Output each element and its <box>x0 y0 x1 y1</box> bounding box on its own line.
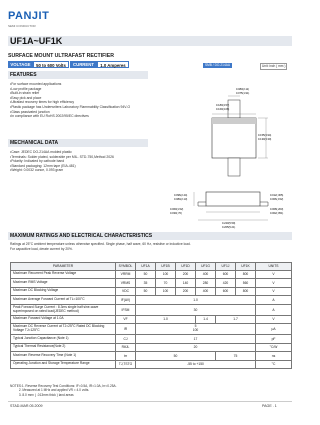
logo-subtext: SEMI CONDUCTOR <box>8 24 36 28</box>
table-header-row <box>11 263 292 271</box>
feature-item: • Low profile package <box>10 87 144 92</box>
logo-text: PANJIT <box>8 10 50 22</box>
mechanical-item: • Polarity: Indicated by cathode band <box>10 159 144 164</box>
table-row <box>11 352 292 361</box>
unit-cell: ns <box>256 352 292 361</box>
param-cell: Typical Thermal Resistance(Note 2) <box>11 343 116 352</box>
param-cell: Peak Forward Surge Current : 8.3ms single half sine-wave superimposed on rated load(JEDEC method) <box>11 304 116 315</box>
mechanical-item: • Case: JEDEC DO-214AA molded plastic <box>10 150 144 155</box>
cathode-band <box>212 118 256 124</box>
page-number: PAGE . 1 <box>262 404 277 408</box>
voltage-tag-value: 50 to 600 Volts <box>33 61 69 68</box>
value-cell: 50 <box>136 270 156 279</box>
dim-label: 0.030(.76) <box>170 212 182 215</box>
document-revision: STAD-MAR.05.2009 <box>10 404 43 408</box>
symbol-cell: RθJL <box>116 343 136 352</box>
dim-label: 0.084(2.13) <box>174 198 188 201</box>
symbol-cell: IR <box>116 324 136 335</box>
value-cell: 100 <box>156 287 176 296</box>
company-logo <box>8 6 48 26</box>
table-header: UF1A <box>136 263 156 271</box>
value-cell: 280 <box>196 279 216 288</box>
symbol-cell: VDC <box>116 287 136 296</box>
feature-item: • Easy pick and place <box>10 96 144 101</box>
ratings-heading: MAXIMUM RATINGS AND ELECTRICAL CHARACTERISTICS <box>8 232 292 240</box>
unit-cell: μA <box>256 324 292 335</box>
symbol-cell: IF(AV) <box>116 296 136 305</box>
dim-label: 0.083(2.11) <box>236 88 250 91</box>
table-header: UNITS <box>256 263 292 271</box>
dim-label: 0.012(.305) <box>270 194 284 197</box>
value-cell: 1.0 <box>136 296 256 305</box>
value-cell: 75 <box>216 352 256 361</box>
feature-item: • Plastic package has Underwriters Laboratory Flammability Classification 94V-O <box>10 105 144 110</box>
table-row <box>11 270 292 279</box>
value-cell: 17 <box>136 335 256 344</box>
dim-label: 0.220(5.59) <box>222 222 236 225</box>
symbol-cell: VRMS <box>116 279 136 288</box>
table-row <box>11 315 292 324</box>
lead-left-side <box>198 202 206 206</box>
param-cell: Maximum RMS Voltage <box>11 279 116 288</box>
footer-divider <box>8 401 292 402</box>
current-tag-label: CURRENT <box>70 61 97 68</box>
unit-cell: V <box>256 287 292 296</box>
feature-item: • In compliance with EU RoHS 2002/95/EC directives <box>10 114 144 119</box>
mechanical-heading: MECHANICAL DATA <box>8 139 148 147</box>
param-cell: Maximum Recurrent Peak Reverse Voltage <box>11 270 116 279</box>
value-cell: 600 <box>216 287 236 296</box>
dim-label: 0.075(1.91) <box>236 92 250 95</box>
symbol-cell: VF <box>116 315 136 324</box>
param-cell: Typical Junction Capacitance (Note 1) <box>11 335 116 344</box>
value-cell: 600 <box>216 270 236 279</box>
value-cell: 5 100 <box>136 324 256 335</box>
param-cell: Maximum DC Reverse Current at TJ=25°C Rated DC Blocking Voltage TJ=125°C <box>11 324 116 335</box>
value-cell: 420 <box>216 279 236 288</box>
param-cell: Maximum Average Forward Current at TL=100°C <box>11 296 116 305</box>
note-line: 2. Measured at 1 MHz and applied VR = 4.0 volts. <box>10 388 90 393</box>
mechanical-item: • Weight: 0.0032 ounce, 0.093 gram <box>10 168 144 173</box>
mechanical-list <box>10 150 144 173</box>
symbol-cell: VRRM <box>116 270 136 279</box>
dim-label: 0.160(4.06) <box>216 108 230 111</box>
unit-cell: pF <box>256 335 292 344</box>
unit-cell: V <box>256 279 292 288</box>
dim-label: 0.060(1.52) <box>170 208 184 211</box>
table-row <box>11 324 292 335</box>
mechanical-item: • Terminals: Solder plated, solderable per MIL- STD-750,Method 2026 <box>10 155 144 160</box>
value-cell: 400 <box>196 270 216 279</box>
param-cell: Maximum Forward Voltage at 1.0A <box>11 315 116 324</box>
dim-label: 0.006(.152) <box>270 198 284 201</box>
value-cell: 1.7 <box>216 315 256 324</box>
unit-cell: °C/W <box>256 343 292 352</box>
note-line: NOTES:1. Reverse Recovery Test Conditions: IF=0.5A, IR=1.0A, Irr=0.25A. <box>10 384 117 388</box>
dim-label: 0.008(.203) <box>270 208 284 211</box>
value-cell: 140 <box>176 279 196 288</box>
value-cell: 50 <box>136 287 156 296</box>
dim-label: 0.096(2.44) <box>174 194 188 197</box>
lead-right-side <box>260 202 268 206</box>
value-cell: -55 to +150 <box>136 360 256 369</box>
unit-cell: V <box>256 315 292 324</box>
table-row <box>11 360 292 369</box>
mechanical-item: • Standard packaging: 12mm tape (EIA-481) <box>10 164 144 169</box>
feature-item: • Ultrafast recovery times for high efficiency <box>10 100 144 105</box>
unit-label: Unit: inch ( mm ) <box>262 64 286 68</box>
dim-label: 0.205(5.21) <box>222 226 236 229</box>
value-cell: 30 <box>136 304 256 315</box>
package-outline-drawing <box>150 70 295 230</box>
current-tag-value: 1.0 Amperes <box>97 61 129 68</box>
ratings-note-1: Ratings at 25°C ambient temperature unless otherwise specified. Single phase, half wave, 60 Hz, resistive or inductive load. <box>10 242 191 246</box>
table-header: UF1J <box>216 263 236 271</box>
feature-item: • Glass passivated junction <box>10 110 144 115</box>
value-cell: 400 <box>196 287 216 296</box>
value-cell: 800 <box>236 287 256 296</box>
table-header: PARAMETER <box>11 263 116 271</box>
table-row <box>11 335 292 344</box>
table-row <box>11 304 292 315</box>
symbol-cell: TJ,TSTG <box>116 360 136 369</box>
table-header: UF1B <box>156 263 176 271</box>
symbol-cell: IFSM <box>116 304 136 315</box>
value-cell: 1.0 <box>136 315 196 324</box>
table-header: SYMBOL <box>116 263 136 271</box>
table-row <box>11 343 292 352</box>
param-cell: Maximum Reverse Recovery Time (Note 1) <box>11 352 116 361</box>
param-cell: Maximum DC Blocking Voltage <box>11 287 116 296</box>
table-header: UF1G <box>196 263 216 271</box>
table-row <box>11 279 292 288</box>
note-line: 3. 8.0 mm² ( .013mm thick ) land areas <box>10 392 74 397</box>
lead-bottom <box>228 158 240 176</box>
unit-cell: A <box>256 304 292 315</box>
lead-top <box>228 100 240 118</box>
ratings-note-2: For capacitive load, derate current by 20%. <box>10 247 73 251</box>
features-heading: FEATURES <box>8 71 148 79</box>
table-row <box>11 296 292 305</box>
dim-label: 0.180(4.57) <box>216 104 230 107</box>
value-cell: 100 <box>156 270 176 279</box>
package-label: SMB / DO-214AA <box>205 63 230 67</box>
value-cell: 50 <box>136 352 216 361</box>
notes-block <box>10 384 117 397</box>
dim-label: 0.155(3.94) <box>258 134 272 137</box>
value-cell: 70 <box>156 279 176 288</box>
voltage-tag-label: VOLTAGE <box>8 61 33 68</box>
value-cell: 200 <box>176 287 196 296</box>
dim-label: 0.130(3.30) <box>258 138 272 141</box>
ratings-table <box>10 262 292 369</box>
body-side-view <box>206 192 260 206</box>
feature-item: • For surface mounted applications <box>10 82 144 87</box>
feature-item: • Built-in strain relief <box>10 91 144 96</box>
dim-label: 0.002(.051) <box>270 212 284 215</box>
product-subtitle: SURFACE MOUNT ULTRAFAST RECTIFIER <box>8 53 114 59</box>
unit-cell: °C <box>256 360 292 369</box>
value-cell: 200 <box>176 270 196 279</box>
param-cell: Operating Junction and Storage Temperature Range <box>11 360 116 369</box>
symbol-cell: CJ <box>116 335 136 344</box>
table-row <box>11 287 292 296</box>
value-cell: 560 <box>236 279 256 288</box>
unit-cell: V <box>256 270 292 279</box>
symbol-cell: trr <box>116 352 136 361</box>
part-number: UF1A~UF1K <box>10 36 63 46</box>
unit-cell: A <box>256 296 292 305</box>
table-header: UF1D <box>176 263 196 271</box>
value-cell: 1.4 <box>196 315 216 324</box>
value-cell: 20 <box>136 343 256 352</box>
features-list <box>10 82 144 119</box>
table-header: UF1K <box>236 263 256 271</box>
value-cell: 35 <box>136 279 156 288</box>
value-cell: 800 <box>236 270 256 279</box>
